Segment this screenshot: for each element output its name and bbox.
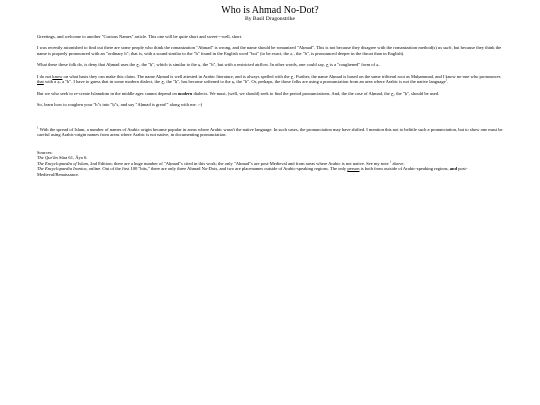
source-detail: Sūra 61, Āya 6. [57, 155, 88, 160]
footnote-ref: 1 [445, 77, 448, 82]
emphasis-text: as such [437, 45, 452, 50]
source-detail: is both from outside of Arabic-speaking regions, [359, 166, 450, 171]
text-run: with a ه, a "h". I have to guess that in some modern dialect, the ح, the "ḥ", has become softened to the ه, the "h". Or, perhaps, the those folks are using a pronunciation from an area where Arabic is not the native language [43, 79, 446, 84]
text-run: I do not [37, 73, 53, 79]
source-encyclopaedia-iranica [37, 166, 503, 177]
underlined-text: person [347, 166, 360, 171]
spacer [37, 114, 503, 127]
source-detail: above. [391, 160, 405, 166]
source-title: The Encyclopaedia Iranica [37, 166, 87, 171]
sources-section [37, 150, 503, 178]
underlined-text: know [52, 73, 63, 79]
source-title: The Qur'ān [37, 155, 58, 160]
text-run: on what basis they can make this claim. The name Aḥmad is well attested in Arabic literature, and is always spelled with the ح. Further, the name Aḥmad is based on the same triliteral root as Muḥammad, and I know no-one who pronounces [62, 73, 501, 79]
paragraph-astonished [37, 45, 503, 56]
text-run: . [447, 79, 449, 84]
text-run: dialects. We must, (well, we should) seek to find the period pronunciations. And, the the case of Aḥmad, the ح, the "ḥ", should be used. [192, 90, 440, 96]
emphasis-text: modern [177, 90, 193, 96]
source-title: The Encyclopaedia of Islam [37, 160, 88, 166]
source-detail: post-Medieval/Renaissance. [37, 166, 468, 177]
paragraph-deny: What these these folk do, is deny that Aḥmad uses the ح, the "ḥ", which is similar to the ه, the "h", but with a restricted airflow. In other words, one could say, ح is a "roughened" form of ه. [37, 62, 380, 67]
paragraph-greeting: Greetings, and welcome to another "Curious Names" article. This one will be quite short and sweet---well, short. [37, 33, 243, 39]
text-run: , but because they think the name is properly pronounced with an "ordinary h"; that is, with a sound similar to the "h" found in the English word "hot" (to be exact, the ه , the "h", is pronounced deeper in the throat than in English). [37, 45, 502, 56]
footnote-text: With the spread of Islam, a number of names of Arabic origin became popular in areas where Arabic wasn't the native language. In such cases, the pronunciation may have shifted. I mention this not to belittle such a pronunciation, but to show one must be careful using Arabic-origin names from areas where Arabic is not native, in documenting pronunciation. [37, 126, 503, 137]
source-detail: , 2nd Edition; there are a huge number of "Aḥmad"s cited in this work; the only "Ahmad"s are post-Medieval and from areas where Arabic is not native. See my note [87, 160, 390, 166]
author-byline: By Basil Dragonstrike [244, 16, 296, 22]
text-run: But we who seek to re-create Islamdom in the middle ages cannot depend on [37, 90, 178, 96]
bold-text: and [449, 166, 458, 171]
text-run: I was recently astonished to find out there are some people who think the romanization "Aḥmad" is wrong, and the name should be romanized "Aḥmad". This is not because they disagree with the romanization method(s) [37, 45, 438, 50]
paragraph-period [37, 91, 503, 97]
footnote-marker: 1 [37, 124, 39, 129]
page-title: Who is Ahmad No-Dot? [221, 5, 319, 16]
paragraph-closing: So, learn how to roughen your "h"s into "ḥ"s, and say "Aḥmad is great!" along with me. :-) [37, 102, 203, 107]
footnote [37, 124, 503, 138]
paragraph-claim [37, 74, 503, 85]
underlined-text: that [37, 79, 44, 84]
source-detail: , online. Out of the first 100 "hits," there are only three Ahmad No-Dots, and two are placenames outside of Arabic-speaking regions. The only [86, 166, 348, 171]
sources-heading: Sources: [37, 149, 53, 155]
footnote-ref: 1 [389, 158, 392, 163]
